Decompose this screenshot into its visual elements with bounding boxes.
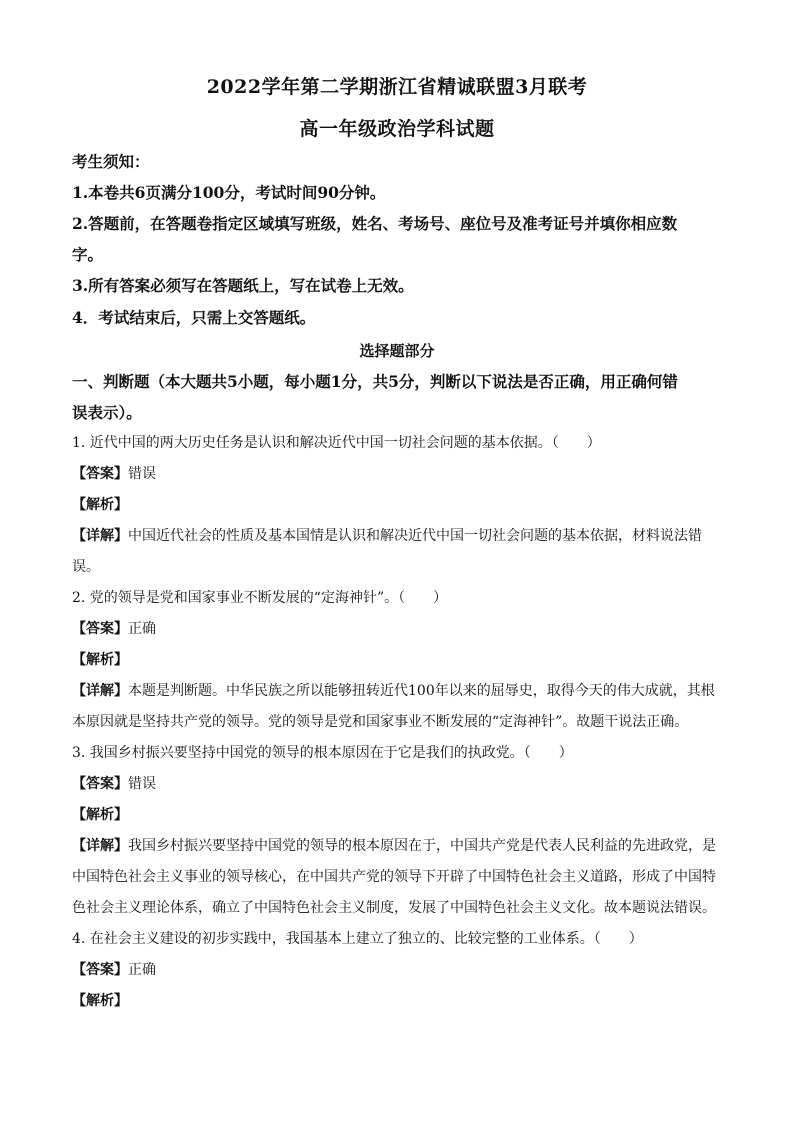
question-1-stem: 1. 近代中国的两大历史任务是认识和解决近代中国一切社会问题的基本依据。（ ） — [72, 435, 601, 451]
question-2-stem: 2. 党的领导是党和国家事业不断发展的“定海神针”。（ ） — [72, 590, 448, 606]
question-3-detail-line-2: 中国特色社会主义事业的领导核心，在中国共产党的领导下开辟了中国特色社会主义道路，形成了中国特 — [72, 869, 716, 885]
detail-text: 中国近代社会的性质及基本国情是认识和解决近代中国一切社会问题的基本依据，材料说法错 — [128, 528, 702, 544]
question-3-answer — [72, 773, 156, 793]
question-3-analysis-label: 【解析】 — [72, 807, 128, 823]
question-1-detail-line-2: 误。 — [72, 559, 100, 575]
detail-label: 【详解】 — [72, 838, 128, 854]
question-3-detail-line-1 — [72, 835, 716, 855]
question-1-detail-line-1 — [72, 525, 702, 545]
answer-label: 【答案】 — [72, 466, 128, 482]
question-2-answer — [72, 618, 156, 638]
exam-subtitle: 高一年级政治学科试题 — [299, 118, 495, 140]
notice-item-2-cont: 字。 — [72, 245, 104, 264]
question-2-detail-line-1 — [72, 680, 715, 700]
detail-text: 我国乡村振兴要坚持中国党的领导的根本原因在于，中国共产党是代表人民利益的先进政党，是 — [128, 838, 716, 854]
answer-label: 【答案】 — [72, 621, 128, 637]
question-4-answer — [72, 959, 156, 979]
answer-value: 正确 — [128, 621, 156, 637]
answer-value: 错误 — [128, 466, 156, 482]
question-1-answer — [72, 463, 156, 483]
section-intro-line-2: 误表示）。 — [72, 403, 142, 422]
exam-title: 2022学年第二学期浙江省精诚联盟3月联考 — [206, 76, 588, 98]
answer-label: 【答案】 — [72, 776, 128, 792]
question-2-analysis-label: 【解析】 — [72, 652, 128, 668]
notice-item-4: 4．考试结束后，只需上交答题纸。 — [72, 308, 316, 327]
answer-value: 正确 — [128, 962, 156, 978]
notice-item-2: 2.答题前，在答题卷指定区域填写班级，姓名、考场号、座位号及准考证号并填你相应数 — [72, 214, 678, 233]
answer-label: 【答案】 — [72, 962, 128, 978]
detail-label: 【详解】 — [72, 528, 128, 544]
answer-value: 错误 — [128, 776, 156, 792]
question-2-detail-line-2: 本原因就是坚持共产党的领导。党的领导是党和国家事业不断发展的“定海神针”。故题干说法正确。 — [72, 714, 689, 730]
question-1-analysis-label: 【解析】 — [72, 497, 128, 513]
section-intro-line-1: 一、判断题（本大题共5小题，每小题1分，共5分，判断以下说法是否正确，用正确何错 — [72, 372, 678, 391]
question-3-detail-line-3: 色社会主义理论体系，确立了中国特色社会主义制度，发展了中国特色社会主义文化。故本题说法错误。 — [72, 900, 716, 916]
detail-text: 本题是判断题。中华民族之所以能够扭转近代100年以来的屈辱史，取得今天的伟大成就，其根 — [128, 683, 715, 699]
notice-item-1: 1.本卷共6页满分100分，考试时间90分钟。 — [72, 183, 386, 202]
notice-heading: 考生须知： — [72, 152, 150, 171]
notice-item-3: 3.所有答案必须写在答题纸上，写在试卷上无效。 — [72, 276, 414, 295]
detail-label: 【详解】 — [72, 683, 128, 699]
question-4-stem: 4. 在社会主义建设的初步实践中，我国基本上建立了独立的、比较完整的工业体系。（ ） — [72, 931, 643, 947]
question-3-stem: 3. 我国乡村振兴要坚持中国党的领导的根本原因在于它是我们的执政党。（ ） — [72, 745, 573, 761]
section-heading: 选择题部分 — [359, 342, 435, 360]
question-4-analysis-label: 【解析】 — [72, 993, 128, 1009]
